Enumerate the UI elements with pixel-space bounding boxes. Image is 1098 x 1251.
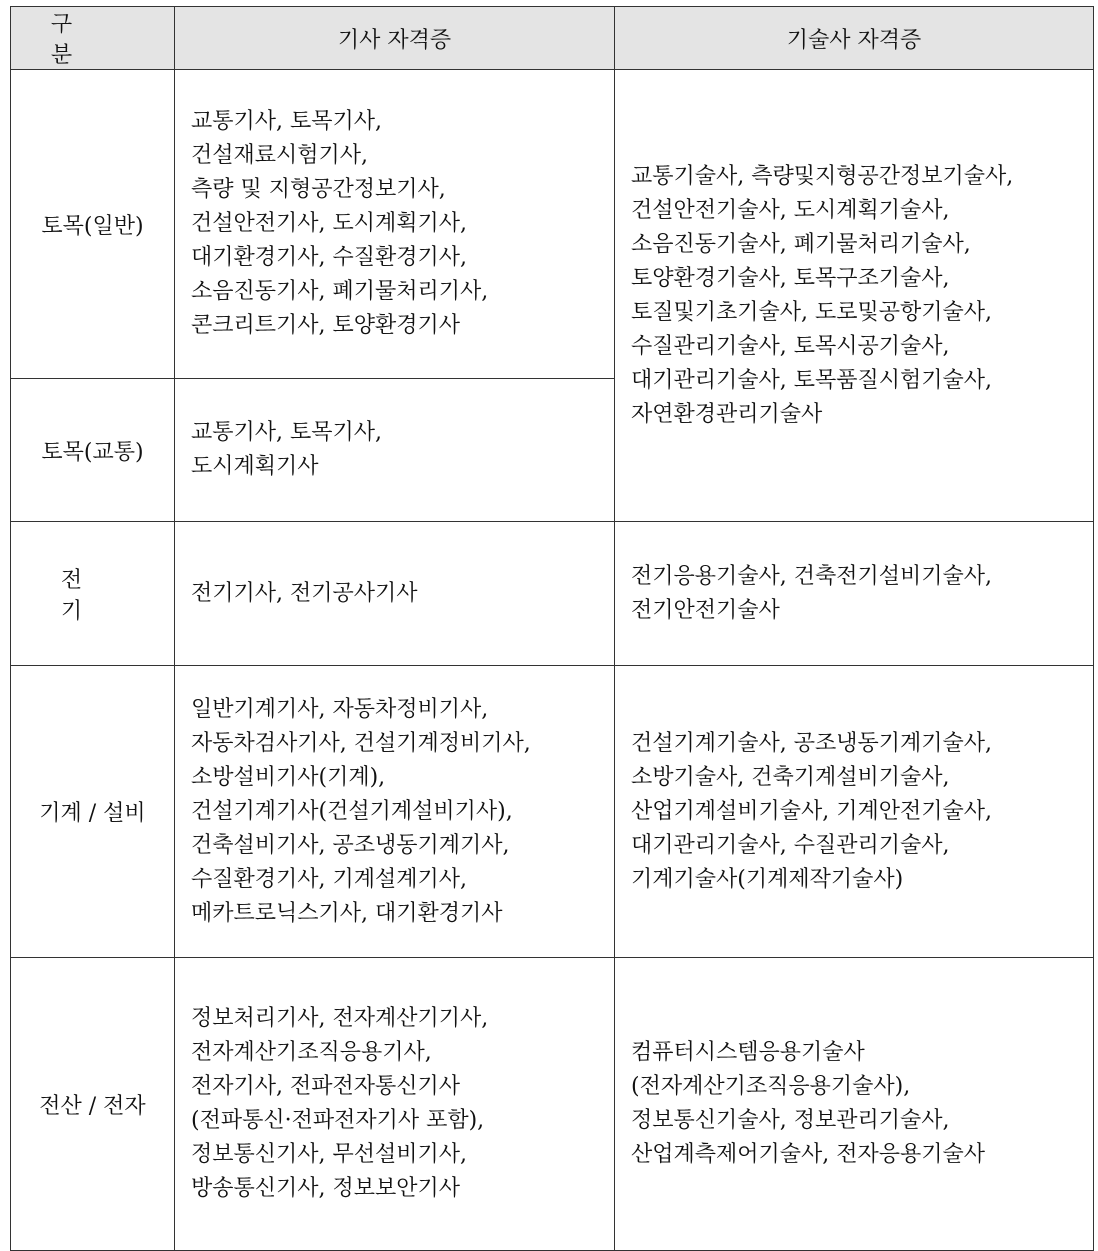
gisulsa-line: 수질관리기술사, 토목시공기술사, (631, 333, 950, 359)
category-cell: 전산 / 전자 (11, 958, 175, 1251)
gisulsa-line: 소음진동기술사, 폐기물처리기술사, (631, 231, 971, 257)
gisa-line: 방송통신기사, 정보보안기사 (191, 1176, 461, 1201)
gisulsa-line: 컴퓨터시스템응용기술사 (631, 1040, 865, 1065)
header-gisulsa: 기술사 자격증 (615, 7, 1094, 70)
gisulsa-line: 정보통신기술사, 정보관리기술사, (631, 1108, 950, 1133)
table-row (11, 70, 1094, 379)
gisa-line: 건축설비기사, 공조냉동기계기사, (191, 832, 510, 858)
gisa-line: 전자계산기조직응용기사, (191, 1040, 432, 1065)
gisulsa-line: 전기응용기술사, 건축전기설비기술사, (631, 563, 993, 589)
gisulsa-line: 산업기계설비기술사, 기계안전기술사, (631, 798, 993, 824)
gisa-line: 교통기사, 토목기사, (191, 420, 382, 445)
gisulsa-line: 산업계측제어기술사, 전자응용기술사 (631, 1142, 986, 1167)
gisa-line: 자동차검사기사, 건설기계정비기사, (191, 730, 531, 756)
gisulsa-cell (615, 70, 1094, 522)
header-category: 구 분 (11, 7, 175, 70)
table-row (11, 522, 1094, 666)
qualification-table (10, 6, 1094, 1251)
category-cell: 토목(교통) (11, 379, 175, 522)
gisa-cell (175, 379, 615, 522)
table-row (11, 958, 1094, 1251)
gisa-cell (175, 958, 615, 1251)
gisa-line: 전자기사, 전파전자통신기사 (191, 1074, 461, 1099)
gisa-line: 수질환경기사, 기계설계기사, (191, 866, 468, 892)
gisa-line: 소방설비기사(기계), (191, 764, 386, 790)
gisulsa-line: 대기관리기술사, 토목품질시험기술사, (631, 367, 993, 393)
gisa-line: 건설안전기사, 도시계획기사, (191, 211, 468, 236)
category-cell: 전 기 (11, 522, 175, 666)
gisulsa-line: 자연환경관리기술사 (631, 401, 823, 427)
gisa-line: 메카트로닉스기사, 대기환경기사 (191, 900, 503, 926)
gisulsa-cell (615, 522, 1094, 666)
gisa-line: 정보처리기사, 전자계산기기사, (191, 1006, 489, 1031)
gisa-line: (전파통신·전파전자기사 포함), (191, 1108, 485, 1133)
gisa-line: 건설재료시험기사, (191, 143, 369, 168)
gisulsa-cell (615, 666, 1094, 958)
gisulsa-line: 건설안전기술사, 도시계획기술사, (631, 197, 950, 223)
category-cell: 기계 / 설비 (11, 666, 175, 958)
gisulsa-line: 소방기술사, 건축기계설비기술사, (631, 764, 950, 790)
gisulsa-line: 기계기술사(기계제작기술사) (631, 866, 904, 892)
gisa-line: 측량 및 지형공간정보기사, (191, 177, 446, 202)
header-row (11, 7, 1094, 70)
gisa-line: 교통기사, 토목기사, (191, 109, 382, 134)
gisa-line: 정보통신기사, 무선설비기사, (191, 1142, 468, 1167)
gisulsa-line: 전기안전기술사 (631, 597, 780, 623)
table-row (11, 666, 1094, 958)
gisa-line: 대기환경기사, 수질환경기사, (191, 245, 468, 270)
gisulsa-line: 토질및기초기술사, 도로및공항기술사, (631, 299, 993, 325)
header-gisa: 기사 자격증 (175, 7, 615, 70)
gisa-cell (175, 666, 615, 958)
gisa-line: 건설기계기사(건설기계설비기사), (191, 798, 513, 824)
gisa-cell (175, 522, 615, 666)
gisa-line: 콘크리트기사, 토양환경기사 (191, 313, 461, 338)
gisulsa-line: 토양환경기술사, 토목구조기술사, (631, 265, 950, 291)
gisulsa-line: 대기관리기술사, 수질관리기술사, (631, 832, 950, 858)
gisa-line: 도시계획기사 (191, 454, 319, 479)
gisulsa-cell (615, 958, 1094, 1251)
gisulsa-line: 교통기술사, 측량및지형공간정보기술사, (631, 163, 1014, 189)
category-cell: 토목(일반) (11, 70, 175, 379)
gisa-line: 소음진동기사, 폐기물처리기사, (191, 279, 489, 304)
gisulsa-line: 건설기계기술사, 공조냉동기계기술사, (631, 730, 993, 756)
gisa-line: 일반기계기사, 자동차정비기사, (191, 696, 489, 722)
gisulsa-line: (전자계산기조직응용기술사), (631, 1074, 911, 1099)
gisa-line: 전기기사, 전기공사기사 (191, 580, 418, 606)
gisa-cell (175, 70, 615, 379)
